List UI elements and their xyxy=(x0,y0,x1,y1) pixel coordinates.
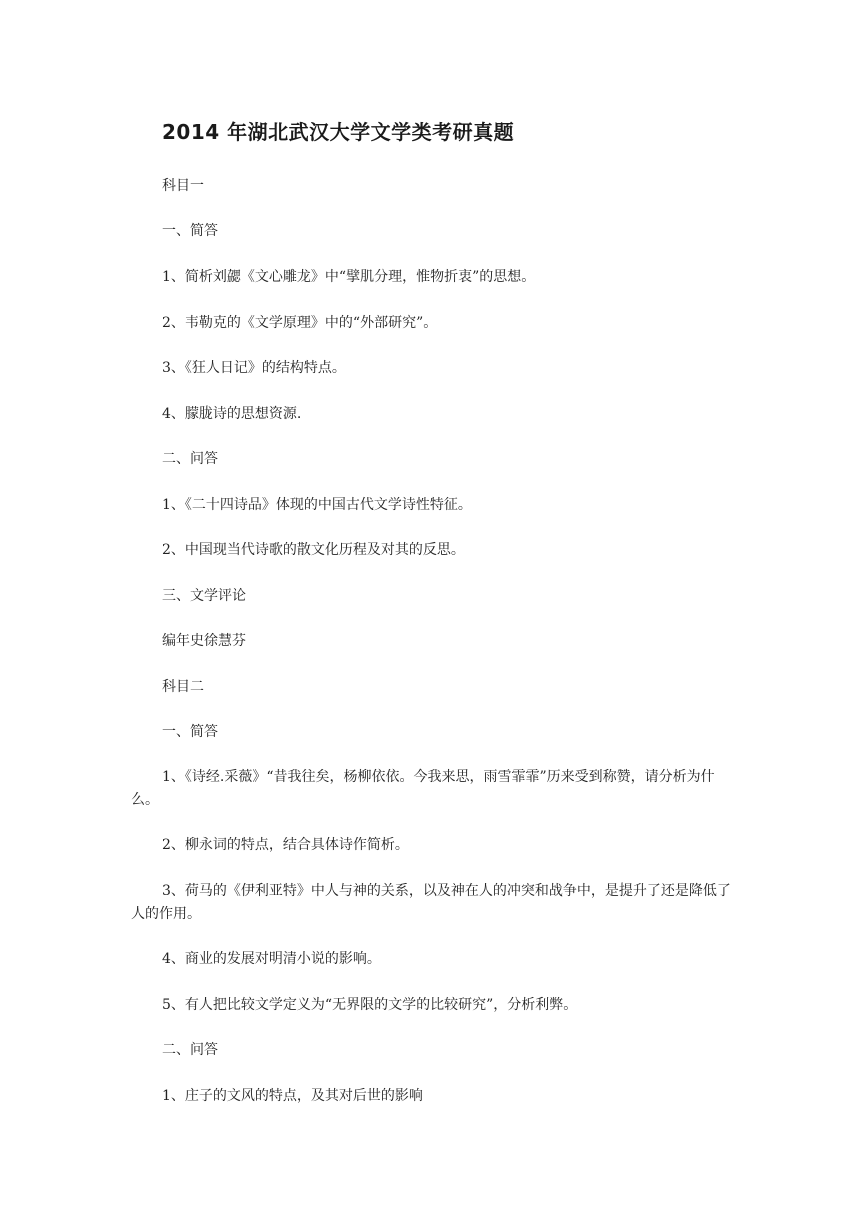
subject-1-essay-q1: 1、《二十四诗品》体现的中国古代文学诗性特征。 xyxy=(162,497,472,513)
subject-1-short-answer-q4: 4、朦胧诗的思想资源. xyxy=(162,406,302,422)
subject-1-section-1-heading: 一、简答 xyxy=(162,223,218,239)
subject-1-short-answer-q3: 3、《狂人日记》的结构特点。 xyxy=(162,360,346,376)
subject-2-short-answer-q1: 1、《诗经.采薇》“昔我往矣，杨柳依依。今我来思，雨雪霏霏”历来受到称赞，请分析为什么。 xyxy=(131,769,715,808)
subject-2-section-1-heading: 一、简答 xyxy=(162,724,218,740)
subject-1-short-answer-q2: 2、韦勒克的《文学原理》中的“外部研究”。 xyxy=(162,315,438,331)
subject-2-section-2-heading: 二、问答 xyxy=(162,1042,218,1058)
subject-2-short-answer-q2: 2、柳永词的特点，结合具体诗作简析。 xyxy=(162,837,409,853)
subject-1-literary-criticism-content: 编年史徐慧芬 xyxy=(162,633,246,649)
subject-1-label: 科目一 xyxy=(162,178,204,194)
subject-1-short-answer-q1: 1、简析刘勰《文心雕龙》中“擘肌分理，惟物折衷”的思想。 xyxy=(162,269,536,285)
subject-1-section-3-heading: 三、文学评论 xyxy=(162,588,246,604)
subject-2-short-answer-q3: 3、荷马的《伊利亚特》中人与神的关系，以及神在人的冲突和战争中，是提升了还是降低了人的作用。 xyxy=(131,883,731,922)
subject-2-label: 科目二 xyxy=(162,679,204,695)
subject-2-short-answer-q5: 5、有人把比较文学定义为“无界限的文学的比较研究”，分析利弊。 xyxy=(162,997,578,1013)
subject-1-essay-q2: 2、中国现当代诗歌的散文化历程及对其的反思。 xyxy=(162,542,465,558)
subject-1-section-2-heading: 二、问答 xyxy=(162,451,218,467)
page-title: 2014 年湖北武汉大学文学类考研真题 xyxy=(162,120,515,144)
subject-2-essay-q1: 1、庄子的文风的特点，及其对后世的影响 xyxy=(162,1088,423,1104)
subject-2-short-answer-q4: 4、商业的发展对明清小说的影响。 xyxy=(162,951,381,967)
